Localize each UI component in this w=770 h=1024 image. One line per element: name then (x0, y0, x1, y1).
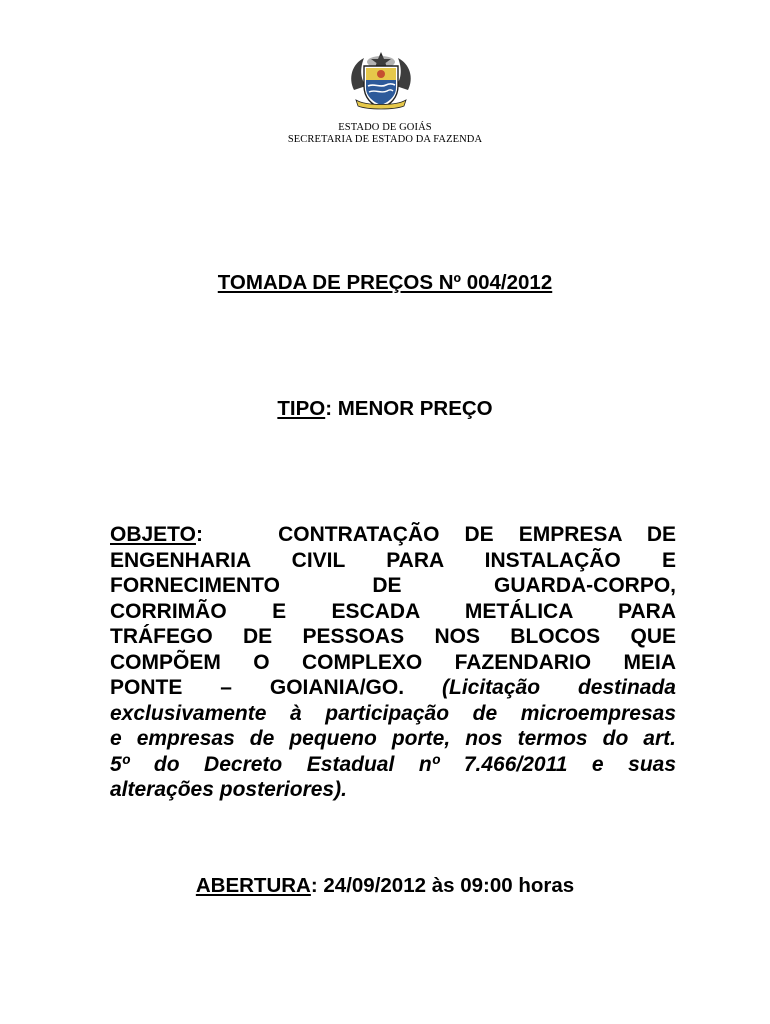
objeto-row-2 (110, 548, 676, 574)
tipo-label: TIPO (277, 397, 326, 420)
page-title: TOMADA DE PREÇOS Nº 004/2012 (217, 271, 553, 294)
coat-of-arms-icon (346, 50, 416, 112)
objeto-italic-line: e empresas de pequeno porte, nos termos do art. (110, 727, 676, 750)
objeto-line: COMPÕEM O COMPLEXO FAZENDARIO MEIA (110, 650, 676, 674)
objeto-row-6 (110, 650, 676, 676)
objeto-row-3 (110, 573, 676, 599)
objeto-row-4 (110, 599, 676, 625)
objeto-row-5 (110, 624, 676, 650)
objeto-line: ENGENHARIA CIVIL PARA INSTALAÇÃO E (110, 548, 676, 572)
objeto-italic-line: 5º do Decreto Estadual nº 7.466/2011 e suas (110, 752, 676, 776)
abertura-line (0, 874, 770, 898)
tipo-line (0, 397, 770, 421)
header-secretariat: SECRETARIA DE ESTADO DA FAZENDA (287, 134, 483, 145)
abertura-label: ABERTURA (195, 874, 311, 897)
objeto-line: CONTRATAÇÃO DE EMPRESA DE (278, 523, 676, 546)
objeto-row-10 (110, 752, 676, 778)
tipo-separator: : (325, 397, 333, 420)
objeto-line: TRÁFEGO DE PESSOAS NOS BLOCOS QUE (110, 625, 676, 648)
objeto-row-9 (110, 726, 676, 752)
objeto-row-7 (110, 675, 676, 701)
header-state: ESTADO DE GOIÁS (338, 122, 432, 133)
objeto-row-1 (110, 522, 676, 548)
objeto-line: CORRIMÃO E ESCADA METÁLICA PARA (110, 599, 676, 623)
objeto-paragraph (110, 522, 676, 803)
abertura-value: : 24/09/2012 às 09:00 horas (310, 874, 575, 897)
tipo-value: MENOR PREÇO (332, 397, 493, 420)
objeto-row-8 (110, 701, 676, 727)
objeto-italic-line: exclusivamente à participação de microempresas (110, 701, 676, 725)
objeto-line: FORNECIMENTO DE GUARDA-CORPO, (110, 574, 676, 597)
objeto-row-11 (110, 777, 676, 803)
objeto-italic-line: (Licitação destinada (442, 676, 676, 699)
objeto-line: PONTE – GOIANIA/GO. (110, 676, 405, 699)
objeto-italic-line: alterações posteriores). (110, 778, 347, 801)
objeto-label: OBJETO (110, 523, 196, 546)
objeto-separator: : (195, 523, 203, 546)
